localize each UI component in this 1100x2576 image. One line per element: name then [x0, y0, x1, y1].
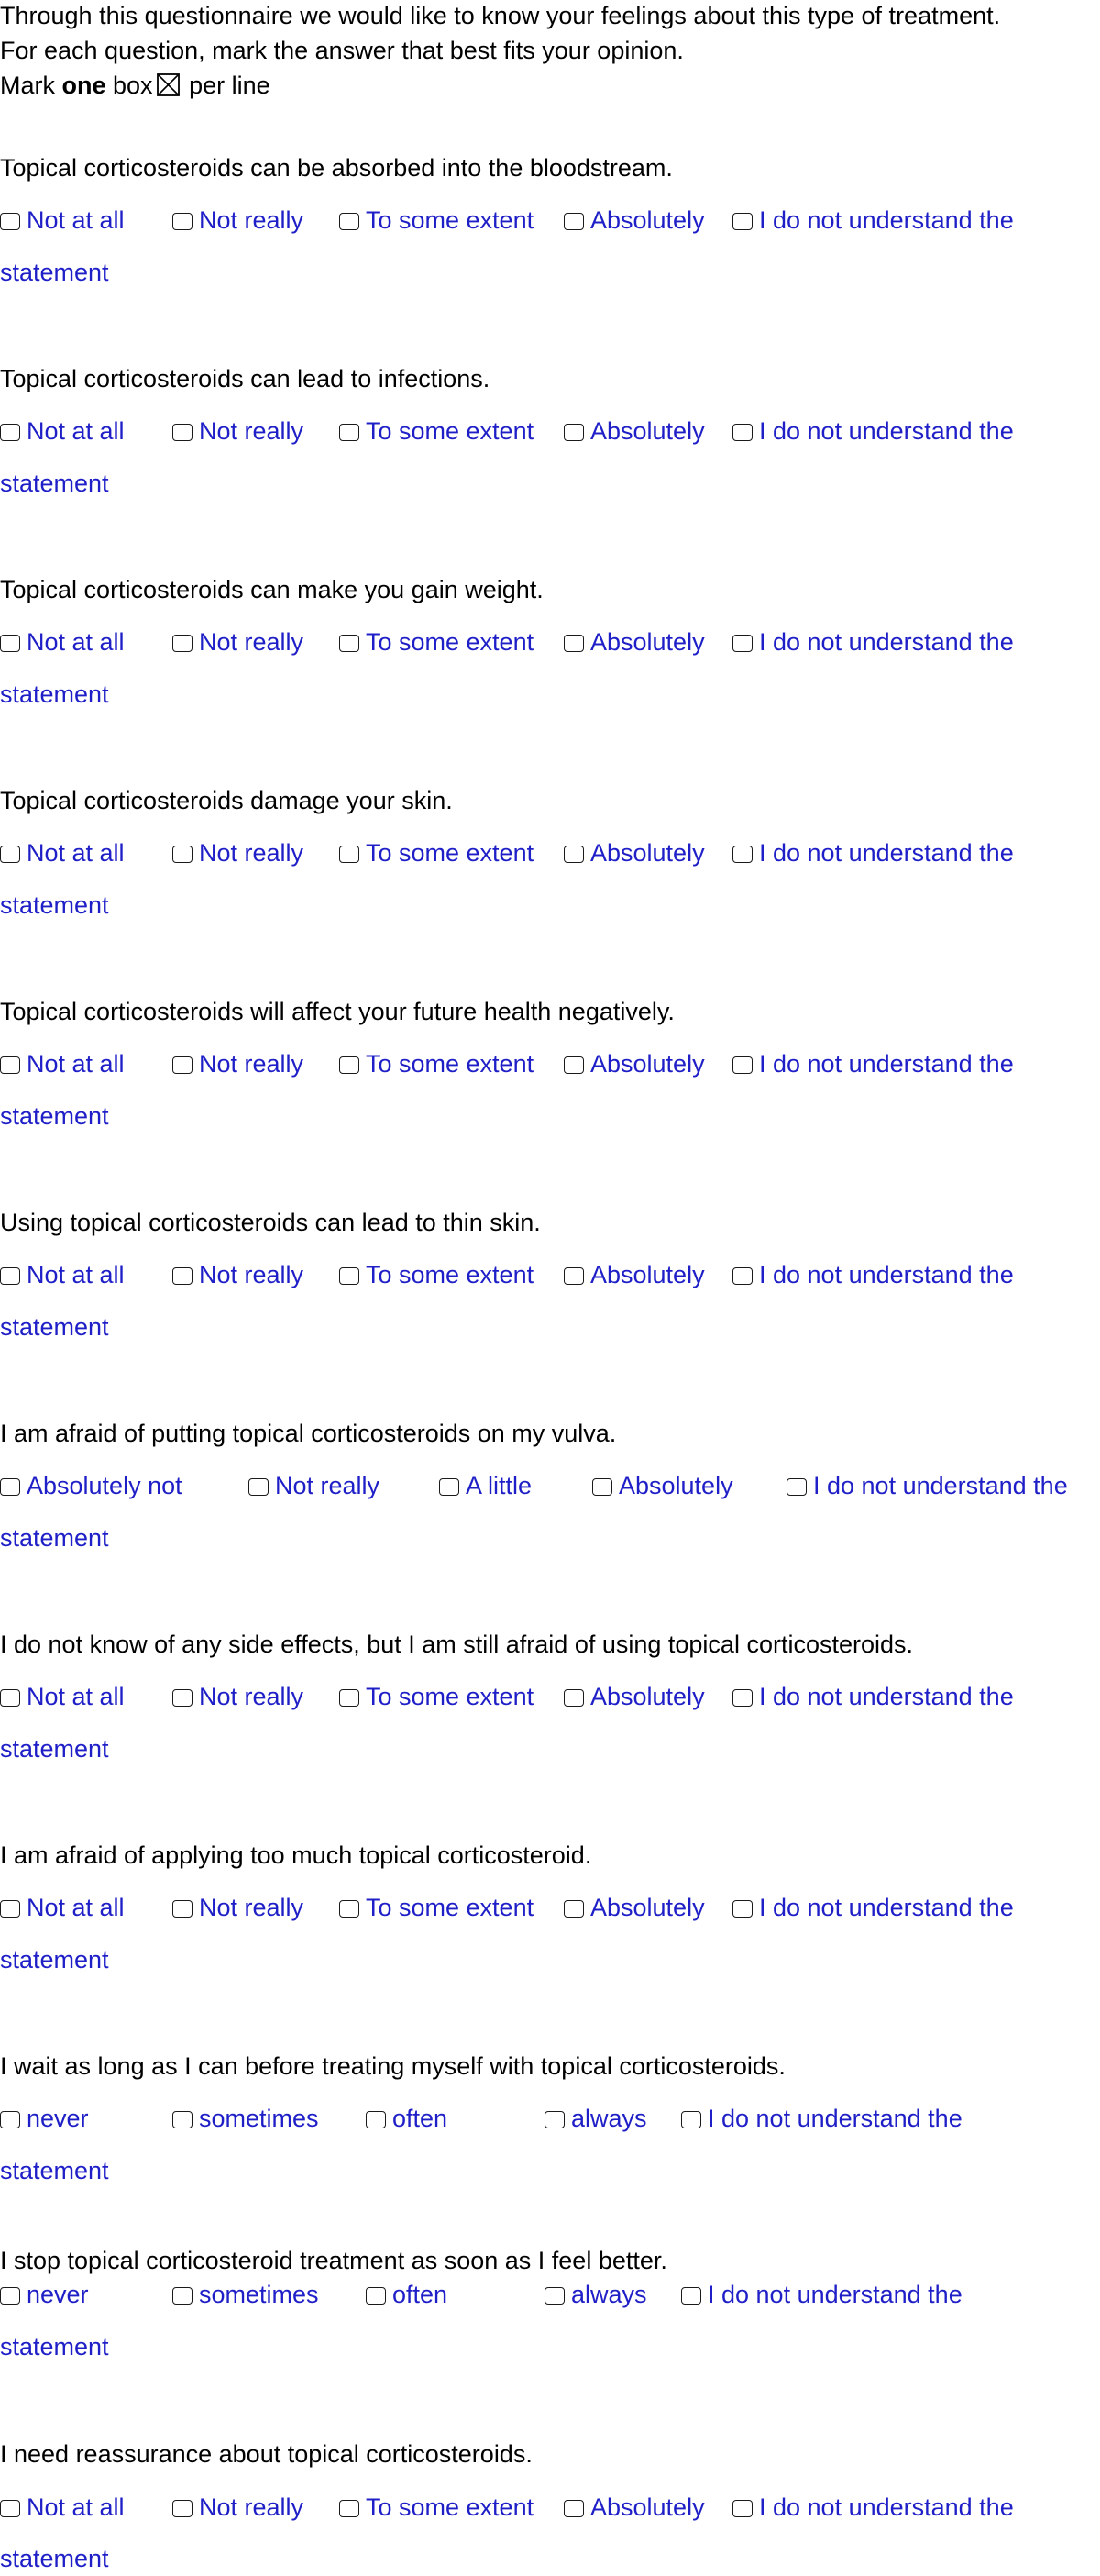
option-do-not-understand[interactable]	[732, 835, 1014, 870]
option-not-at-all[interactable]	[0, 1046, 125, 1081]
option-do-not-understand[interactable]	[681, 2277, 962, 2312]
option-label: never	[27, 2105, 89, 2132]
option-label: Not really	[199, 1261, 304, 1288]
option-do-not-understand[interactable]	[732, 1679, 1014, 1714]
question-text: Topical corticosteroids damage your skin.	[0, 787, 453, 814]
option-not-at-all[interactable]	[0, 1257, 125, 1292]
option-label: To some extent	[366, 1683, 534, 1710]
option-label-continuation: statement	[0, 680, 109, 708]
option-not-really[interactable]	[172, 203, 303, 238]
option-do-not-understand[interactable]	[732, 1257, 1014, 1292]
checkbox[interactable]	[339, 2500, 359, 2517]
option-not-really[interactable]	[172, 1257, 303, 1292]
option-label: Not at all	[27, 2493, 125, 2521]
option-label-continuation: statement	[0, 2157, 109, 2184]
option-label: Not at all	[27, 839, 125, 867]
option-label: I do not understand the	[759, 839, 1014, 867]
option-not-really[interactable]	[248, 1468, 380, 1503]
option-absolutely[interactable]	[564, 1046, 705, 1081]
option-label: Absolutely	[590, 206, 705, 234]
checkbox[interactable]	[366, 2111, 386, 2128]
option-to-some-extent[interactable]	[339, 1257, 534, 1292]
option-label-continuation: statement	[0, 1524, 109, 1552]
option-always[interactable]	[544, 2101, 647, 2136]
option-label: never	[27, 2281, 89, 2308]
option-do-not-understand[interactable]	[732, 2490, 1014, 2525]
checkbox[interactable]	[732, 213, 753, 230]
question-text: I stop topical corticosteroid treatment as soon as I feel better.	[0, 2247, 667, 2274]
question-text: I need reassurance about topical corticosteroids.	[0, 2440, 533, 2468]
checkbox[interactable]	[0, 635, 20, 652]
checkbox[interactable]	[439, 1478, 459, 1496]
option-do-not-understand[interactable]	[681, 2101, 962, 2136]
option-label: A little	[466, 1472, 533, 1499]
option-label-continuation: statement	[0, 259, 109, 286]
checkbox[interactable]	[248, 1478, 269, 1496]
option-to-some-extent[interactable]	[339, 203, 534, 238]
option-not-at-all[interactable]	[0, 1890, 125, 1925]
intro-line-3-suffix: per line	[182, 72, 270, 99]
checkbox[interactable]	[0, 1900, 20, 1918]
option-absolutely[interactable]	[564, 203, 705, 238]
option-label-continuation: statement	[0, 2333, 109, 2360]
option-do-not-understand[interactable]	[732, 1046, 1014, 1081]
checkbox[interactable]	[339, 1267, 359, 1285]
checkbox[interactable]	[732, 1056, 753, 1074]
checkbox[interactable]	[172, 1900, 192, 1918]
option-label: often	[392, 2105, 448, 2132]
option-to-some-extent[interactable]	[339, 1046, 534, 1081]
option-label-continuation: statement	[0, 1102, 109, 1130]
option-to-some-extent[interactable]	[339, 1679, 534, 1714]
option-label: Not at all	[27, 1050, 125, 1078]
checkbox[interactable]	[564, 1689, 584, 1707]
option-label: often	[392, 2281, 448, 2308]
question-text: Using topical corticosteroids can lead to thin skin.	[0, 1209, 541, 1236]
option-label: Absolutely	[590, 417, 705, 445]
checkbox[interactable]	[564, 1267, 584, 1285]
option-absolutely-not[interactable]	[0, 1468, 182, 1503]
option-do-not-understand[interactable]	[732, 1890, 1014, 1925]
checkbox[interactable]	[172, 846, 192, 863]
option-label: To some extent	[366, 839, 534, 867]
crossed-box-icon	[157, 73, 180, 96]
checkbox[interactable]	[339, 213, 359, 230]
option-absolutely[interactable]	[564, 414, 705, 448]
intro-line-2: For each question, mark the answer that best fits your opinion.	[0, 37, 684, 64]
checkbox[interactable]	[732, 2500, 753, 2517]
option-label: sometimes	[199, 2281, 319, 2308]
option-label: I do not understand the	[708, 2281, 962, 2308]
option-absolutely[interactable]	[564, 625, 705, 659]
option-label: Absolutely	[590, 1683, 705, 1710]
option-label: To some extent	[366, 1894, 534, 1921]
option-do-not-understand[interactable]	[732, 625, 1014, 659]
option-absolutely[interactable]	[564, 835, 705, 870]
option-do-not-understand[interactable]	[786, 1468, 1068, 1503]
option-not-really[interactable]	[172, 1679, 303, 1714]
checkbox[interactable]	[172, 213, 192, 230]
checkbox[interactable]	[339, 1056, 359, 1074]
option-not-at-all[interactable]	[0, 414, 125, 448]
intro-line-3	[0, 68, 1000, 103]
checkbox[interactable]	[172, 2111, 192, 2128]
checkbox[interactable]	[172, 1267, 192, 1285]
option-label-continuation: statement	[0, 891, 109, 919]
checkbox[interactable]	[0, 846, 20, 863]
question-text: I do not know of any side effects, but I am still afraid of using topical corticosteroids.	[0, 1631, 914, 1658]
option-label: Absolutely	[590, 1261, 705, 1288]
checkbox[interactable]	[0, 1689, 20, 1707]
option-label: sometimes	[199, 2105, 319, 2132]
checkbox[interactable]	[0, 1478, 20, 1496]
option-absolutely[interactable]	[564, 2490, 705, 2525]
option-a-little[interactable]	[439, 1468, 532, 1503]
option-label: I do not understand the	[759, 1050, 1014, 1078]
option-label: Not really	[199, 417, 304, 445]
option-label: To some extent	[366, 206, 534, 234]
option-absolutely[interactable]	[564, 1679, 705, 1714]
option-not-really[interactable]	[172, 625, 303, 659]
option-always[interactable]	[544, 2277, 647, 2312]
option-label: Not really	[199, 2493, 304, 2521]
checkbox[interactable]	[564, 424, 584, 441]
checkbox[interactable]	[172, 635, 192, 652]
checkbox[interactable]	[732, 846, 753, 863]
option-label: Absolutely	[590, 839, 705, 867]
option-to-some-extent[interactable]	[339, 1890, 534, 1925]
option-absolutely[interactable]	[592, 1468, 733, 1503]
option-not-really[interactable]	[172, 414, 303, 448]
checkbox[interactable]	[564, 635, 584, 652]
question-text: Topical corticosteroids can make you gain weight.	[0, 576, 544, 603]
option-label: Not really	[199, 1050, 304, 1078]
checkbox[interactable]	[564, 213, 584, 230]
option-label: Not at all	[27, 1261, 125, 1288]
checkbox[interactable]	[339, 1689, 359, 1707]
option-label: Absolutely	[590, 628, 705, 656]
checkbox[interactable]	[172, 2500, 192, 2517]
checkbox[interactable]	[681, 2287, 701, 2305]
checkbox[interactable]	[0, 2500, 20, 2517]
checkbox[interactable]	[564, 1056, 584, 1074]
option-label-continuation: statement	[0, 1313, 109, 1341]
question-text: I wait as long as I can before treating myself with topical corticosteroids.	[0, 2052, 786, 2080]
option-label: Absolutely	[590, 1894, 705, 1921]
checkbox[interactable]	[0, 213, 20, 230]
checkbox[interactable]	[0, 2287, 20, 2305]
checkbox[interactable]	[172, 1056, 192, 1074]
option-not-really[interactable]	[172, 2490, 303, 2525]
checkbox[interactable]	[544, 2287, 565, 2305]
option-label: To some extent	[366, 628, 534, 656]
option-label: Not really	[199, 1683, 304, 1710]
option-never[interactable]	[0, 2277, 89, 2312]
option-do-not-understand[interactable]	[732, 203, 1014, 238]
checkbox[interactable]	[339, 424, 359, 441]
option-not-at-all[interactable]	[0, 203, 125, 238]
option-label: I do not understand the	[759, 417, 1014, 445]
checkbox[interactable]	[339, 1900, 359, 1918]
option-not-at-all[interactable]	[0, 625, 125, 659]
option-often[interactable]	[366, 2101, 447, 2136]
option-label: Absolutely	[590, 1050, 705, 1078]
checkbox[interactable]	[564, 846, 584, 863]
checkbox[interactable]	[564, 1900, 584, 1918]
option-label: Absolutely not	[27, 1472, 182, 1499]
option-label: always	[571, 2105, 647, 2132]
checkbox[interactable]	[0, 424, 20, 441]
option-label: To some extent	[366, 417, 534, 445]
option-label-continuation: statement	[0, 2545, 109, 2572]
question-text: I am afraid of applying too much topical corticosteroid.	[0, 1841, 592, 1869]
option-label: Not really	[199, 628, 304, 656]
option-label: I do not understand the	[759, 206, 1014, 234]
option-not-really[interactable]	[172, 1046, 303, 1081]
option-label: Not at all	[27, 1894, 125, 1921]
checkbox[interactable]	[0, 1056, 20, 1074]
option-label: Not at all	[27, 1683, 125, 1710]
option-label: To some extent	[366, 2493, 534, 2521]
option-label: Not really	[199, 839, 304, 867]
option-label-continuation: statement	[0, 1735, 109, 1763]
option-label: I do not understand the	[759, 1683, 1014, 1710]
option-label: I do not understand the	[813, 1472, 1068, 1499]
checkbox[interactable]	[786, 1478, 807, 1496]
option-absolutely[interactable]	[564, 1890, 705, 1925]
checkbox[interactable]	[732, 1689, 753, 1707]
option-label: Not at all	[27, 206, 125, 234]
checkbox[interactable]	[592, 1478, 612, 1496]
checkbox[interactable]	[0, 2111, 20, 2128]
option-label: Not at all	[27, 417, 125, 445]
checkbox[interactable]	[339, 635, 359, 652]
checkbox[interactable]	[172, 2287, 192, 2305]
option-label-continuation: statement	[0, 470, 109, 497]
option-not-at-all[interactable]	[0, 835, 125, 870]
option-label: I do not understand the	[759, 628, 1014, 656]
option-label: I do not understand the	[708, 2105, 962, 2132]
option-absolutely[interactable]	[564, 1257, 705, 1292]
intro-line-1: Through this questionnaire we would like to know your feelings about this type of treatment.	[0, 2, 1001, 29]
option-label: To some extent	[366, 1050, 534, 1078]
checkbox[interactable]	[0, 1267, 20, 1285]
question-text: I am afraid of putting topical corticosteroids on my vulva.	[0, 1420, 617, 1447]
option-not-really[interactable]	[172, 1890, 303, 1925]
checkbox[interactable]	[564, 2500, 584, 2517]
option-label: Not really	[199, 206, 304, 234]
option-to-some-extent[interactable]	[339, 2490, 534, 2525]
checkbox[interactable]	[172, 424, 192, 441]
question-text: Topical corticosteroids can lead to infections.	[0, 365, 490, 392]
option-sometimes[interactable]	[172, 2101, 319, 2136]
checkbox[interactable]	[732, 1900, 753, 1918]
option-do-not-understand[interactable]	[732, 414, 1014, 448]
option-to-some-extent[interactable]	[339, 835, 534, 870]
checkbox[interactable]	[172, 1689, 192, 1707]
intro-line-3-prefix: Mark	[0, 72, 62, 99]
option-sometimes[interactable]	[172, 2277, 319, 2312]
option-label: I do not understand the	[759, 1894, 1014, 1921]
option-never[interactable]	[0, 2101, 89, 2136]
intro-line-3-mid: box	[105, 72, 153, 99]
checkbox[interactable]	[732, 635, 753, 652]
option-label: Absolutely	[619, 1472, 733, 1499]
checkbox[interactable]	[681, 2111, 701, 2128]
option-to-some-extent[interactable]	[339, 625, 534, 659]
question-text: Topical corticosteroids can be absorbed into the bloodstream.	[0, 154, 673, 182]
option-to-some-extent[interactable]	[339, 414, 534, 448]
checkbox[interactable]	[732, 424, 753, 441]
option-label: Not really	[275, 1472, 380, 1499]
option-not-at-all[interactable]	[0, 1679, 125, 1714]
option-label: I do not understand the	[759, 1261, 1014, 1288]
option-label: To some extent	[366, 1261, 534, 1288]
option-label-continuation: statement	[0, 1946, 109, 1973]
checkbox[interactable]	[732, 1267, 753, 1285]
option-not-really[interactable]	[172, 835, 303, 870]
option-not-at-all[interactable]	[0, 2490, 125, 2525]
option-label: always	[571, 2281, 647, 2308]
option-label: Not really	[199, 1894, 304, 1921]
option-label: Absolutely	[590, 2493, 705, 2521]
checkbox[interactable]	[366, 2287, 386, 2305]
instructions	[0, 0, 1000, 103]
intro-emphasis: one	[61, 72, 106, 99]
option-label: I do not understand the	[759, 2493, 1014, 2521]
checkbox[interactable]	[339, 846, 359, 863]
checkbox[interactable]	[544, 2111, 565, 2128]
option-often[interactable]	[366, 2277, 447, 2312]
question-text: Topical corticosteroids will affect your future health negatively.	[0, 998, 675, 1025]
option-label: Not at all	[27, 628, 125, 656]
